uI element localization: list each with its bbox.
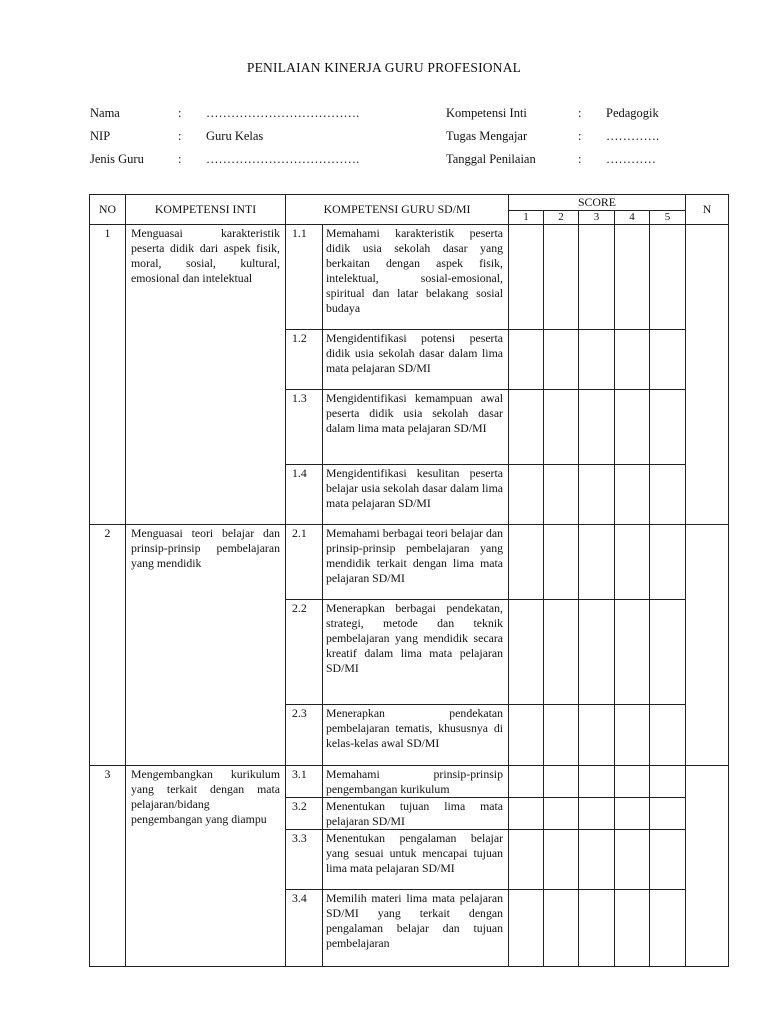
n-cell[interactable] [686, 225, 729, 525]
info-label: Tugas Mengajar [446, 129, 528, 143]
info-label: NIP [90, 129, 111, 143]
header-score-1: 1 [509, 211, 544, 225]
score-cell-3[interactable] [579, 525, 615, 600]
score-cell-2[interactable] [544, 600, 579, 705]
item-text: Memahami prinsip-prinsip pengembangan kurikulum [323, 766, 509, 798]
info-colon: : [578, 106, 582, 120]
info-value: ………………………………. [206, 152, 360, 166]
item-text: Memahami berbagai teori belajar dan prinsip-prinsip pembelajaran yang mendidik terkait dengan lima mata pelajaran SD/MI [323, 525, 509, 600]
header-no: NO [90, 195, 126, 225]
item-no: 2.3 [286, 705, 323, 766]
score-cell-4[interactable] [615, 798, 650, 830]
info-value: Guru Kelas [206, 129, 264, 143]
score-cell-1[interactable] [509, 390, 544, 465]
group-kompetensi-inti: Menguasai karakteristik peserta didik dari aspek fisik, moral, sosial, kultural, emosional dan intelektual [126, 225, 286, 525]
score-cell-4[interactable] [615, 705, 650, 766]
score-cell-5[interactable] [650, 390, 686, 465]
score-cell-5[interactable] [650, 465, 686, 525]
score-cell-2[interactable] [544, 330, 579, 390]
table-row [90, 766, 729, 798]
group-kompetensi-inti: Mengembangkan kurikulum yang terkait dengan mata pelajaran/bidang pengembangan yang diampu [126, 766, 286, 967]
info-label: Jenis Guru [90, 152, 144, 166]
table-row [90, 525, 729, 600]
score-cell-5[interactable] [650, 330, 686, 390]
score-cell-2[interactable] [544, 798, 579, 830]
score-cell-2[interactable] [544, 705, 579, 766]
score-cell-1[interactable] [509, 705, 544, 766]
group-no: 2 [90, 525, 126, 766]
item-text: Menentukan tujuan lima mata pelajaran SD/MI [323, 798, 509, 830]
table-row [90, 225, 729, 330]
header-score-5: 5 [650, 211, 686, 225]
item-no: 3.1 [286, 766, 323, 798]
header-score-3: 3 [579, 211, 615, 225]
item-no: 3.3 [286, 830, 323, 890]
score-cell-2[interactable] [544, 830, 579, 890]
header-score-2: 2 [544, 211, 579, 225]
header-score: SCORE [509, 195, 686, 211]
score-cell-3[interactable] [579, 705, 615, 766]
info-label: Tanggal Penilaian [446, 152, 536, 166]
item-text: Memahami karakteristik peserta didik usia sekolah dasar yang berkaitan dengan aspek fisik, intelektual, sosial-emosional, spiritual dan latar belakang sosial budaya [323, 225, 509, 330]
info-colon: : [578, 129, 582, 143]
score-cell-2[interactable] [544, 390, 579, 465]
group-no: 1 [90, 225, 126, 525]
info-colon: : [178, 129, 182, 143]
assessment-table [89, 194, 729, 967]
score-cell-3[interactable] [579, 890, 615, 967]
group-kompetensi-inti: Menguasai teori belajar dan prinsip-prinsip pembelajaran yang mendidik [126, 525, 286, 766]
score-cell-3[interactable] [579, 225, 615, 330]
score-cell-2[interactable] [544, 766, 579, 798]
score-cell-2[interactable] [544, 890, 579, 967]
info-value: ………………………………. [206, 106, 360, 120]
item-text: Memilih materi lima mata pelajaran SD/MI yang terkait dengan pengalaman belajar dan tujuan pembelajaran [323, 890, 509, 967]
header-kompetensi-guru: KOMPETENSI GURU SD/MI [286, 195, 509, 225]
score-cell-4[interactable] [615, 890, 650, 967]
score-cell-2[interactable] [544, 225, 579, 330]
score-cell-2[interactable] [544, 465, 579, 525]
score-cell-1[interactable] [509, 830, 544, 890]
score-cell-3[interactable] [579, 330, 615, 390]
score-cell-1[interactable] [509, 525, 544, 600]
info-colon: : [178, 106, 182, 120]
score-cell-3[interactable] [579, 830, 615, 890]
score-cell-3[interactable] [579, 798, 615, 830]
score-cell-4[interactable] [615, 225, 650, 330]
item-text: Mengidentifikasi kemampuan awal peserta didik usia sekolah dasar dalam lima mata pelajaran SD/MI [323, 390, 509, 465]
score-cell-3[interactable] [579, 390, 615, 465]
score-cell-4[interactable] [615, 330, 650, 390]
item-no: 1.2 [286, 330, 323, 390]
score-cell-4[interactable] [615, 465, 650, 525]
item-no: 1.3 [286, 390, 323, 465]
score-cell-5[interactable] [650, 525, 686, 600]
info-colon: : [578, 152, 582, 166]
score-cell-5[interactable] [650, 705, 686, 766]
n-cell[interactable] [686, 766, 729, 967]
score-cell-4[interactable] [615, 766, 650, 798]
score-cell-1[interactable] [509, 890, 544, 967]
item-text: Mengidentifikasi potensi peserta didik usia sekolah dasar dalam lima mata pelajaran SD/MI [323, 330, 509, 390]
score-cell-3[interactable] [579, 465, 615, 525]
page-title: PENILAIAN KINERJA GURU PROFESIONAL [246, 60, 522, 75]
score-cell-5[interactable] [650, 830, 686, 890]
info-value: ………… [606, 152, 656, 166]
header-n: N [686, 195, 729, 225]
score-cell-4[interactable] [615, 600, 650, 705]
score-cell-1[interactable] [509, 330, 544, 390]
item-no: 2.2 [286, 600, 323, 705]
item-text: Mengidentifikasi kesulitan peserta belajar usia sekolah dasar dalam lima mata pelajaran SD/MI [323, 465, 509, 525]
info-value: …………. [606, 129, 660, 143]
header-kompetensi-inti: KOMPETENSI INTI [126, 195, 286, 225]
n-cell[interactable] [686, 525, 729, 766]
score-cell-3[interactable] [579, 766, 615, 798]
item-no: 2.1 [286, 525, 323, 600]
info-label: Nama [90, 106, 120, 120]
item-text: Menentukan pengalaman belajar yang sesuai untuk mencapai tujuan lima mata pelajaran SD/MI [323, 830, 509, 890]
item-no: 3.4 [286, 890, 323, 967]
score-cell-4[interactable] [615, 830, 650, 890]
score-cell-2[interactable] [544, 525, 579, 600]
item-no: 3.2 [286, 798, 323, 830]
item-text: Menerapkan pendekatan pembelajaran tematis, khususnya di kelas-kelas awal SD/MI [323, 705, 509, 766]
score-cell-1[interactable] [509, 766, 544, 798]
score-cell-3[interactable] [579, 600, 615, 705]
score-cell-5[interactable] [650, 600, 686, 705]
info-value: Pedagogik [606, 106, 659, 120]
score-cell-5[interactable] [650, 890, 686, 967]
info-colon: : [178, 152, 182, 166]
header-score-4: 4 [615, 211, 650, 225]
score-cell-1[interactable] [509, 465, 544, 525]
item-no: 1.4 [286, 465, 323, 525]
score-cell-5[interactable] [650, 798, 686, 830]
score-cell-5[interactable] [650, 766, 686, 798]
item-no: 1.1 [286, 225, 323, 330]
score-cell-1[interactable] [509, 798, 544, 830]
info-label: Kompetensi Inti [446, 106, 527, 120]
score-cell-4[interactable] [615, 390, 650, 465]
item-text: Menerapkan berbagai pendekatan, strategi, metode dan teknik pembelajaran yang mendidik secara kreatif dalam lima mata pelajaran SD/MI [323, 600, 509, 705]
score-cell-1[interactable] [509, 600, 544, 705]
score-cell-5[interactable] [650, 225, 686, 330]
group-no: 3 [90, 766, 126, 967]
score-cell-1[interactable] [509, 225, 544, 330]
score-cell-4[interactable] [615, 525, 650, 600]
